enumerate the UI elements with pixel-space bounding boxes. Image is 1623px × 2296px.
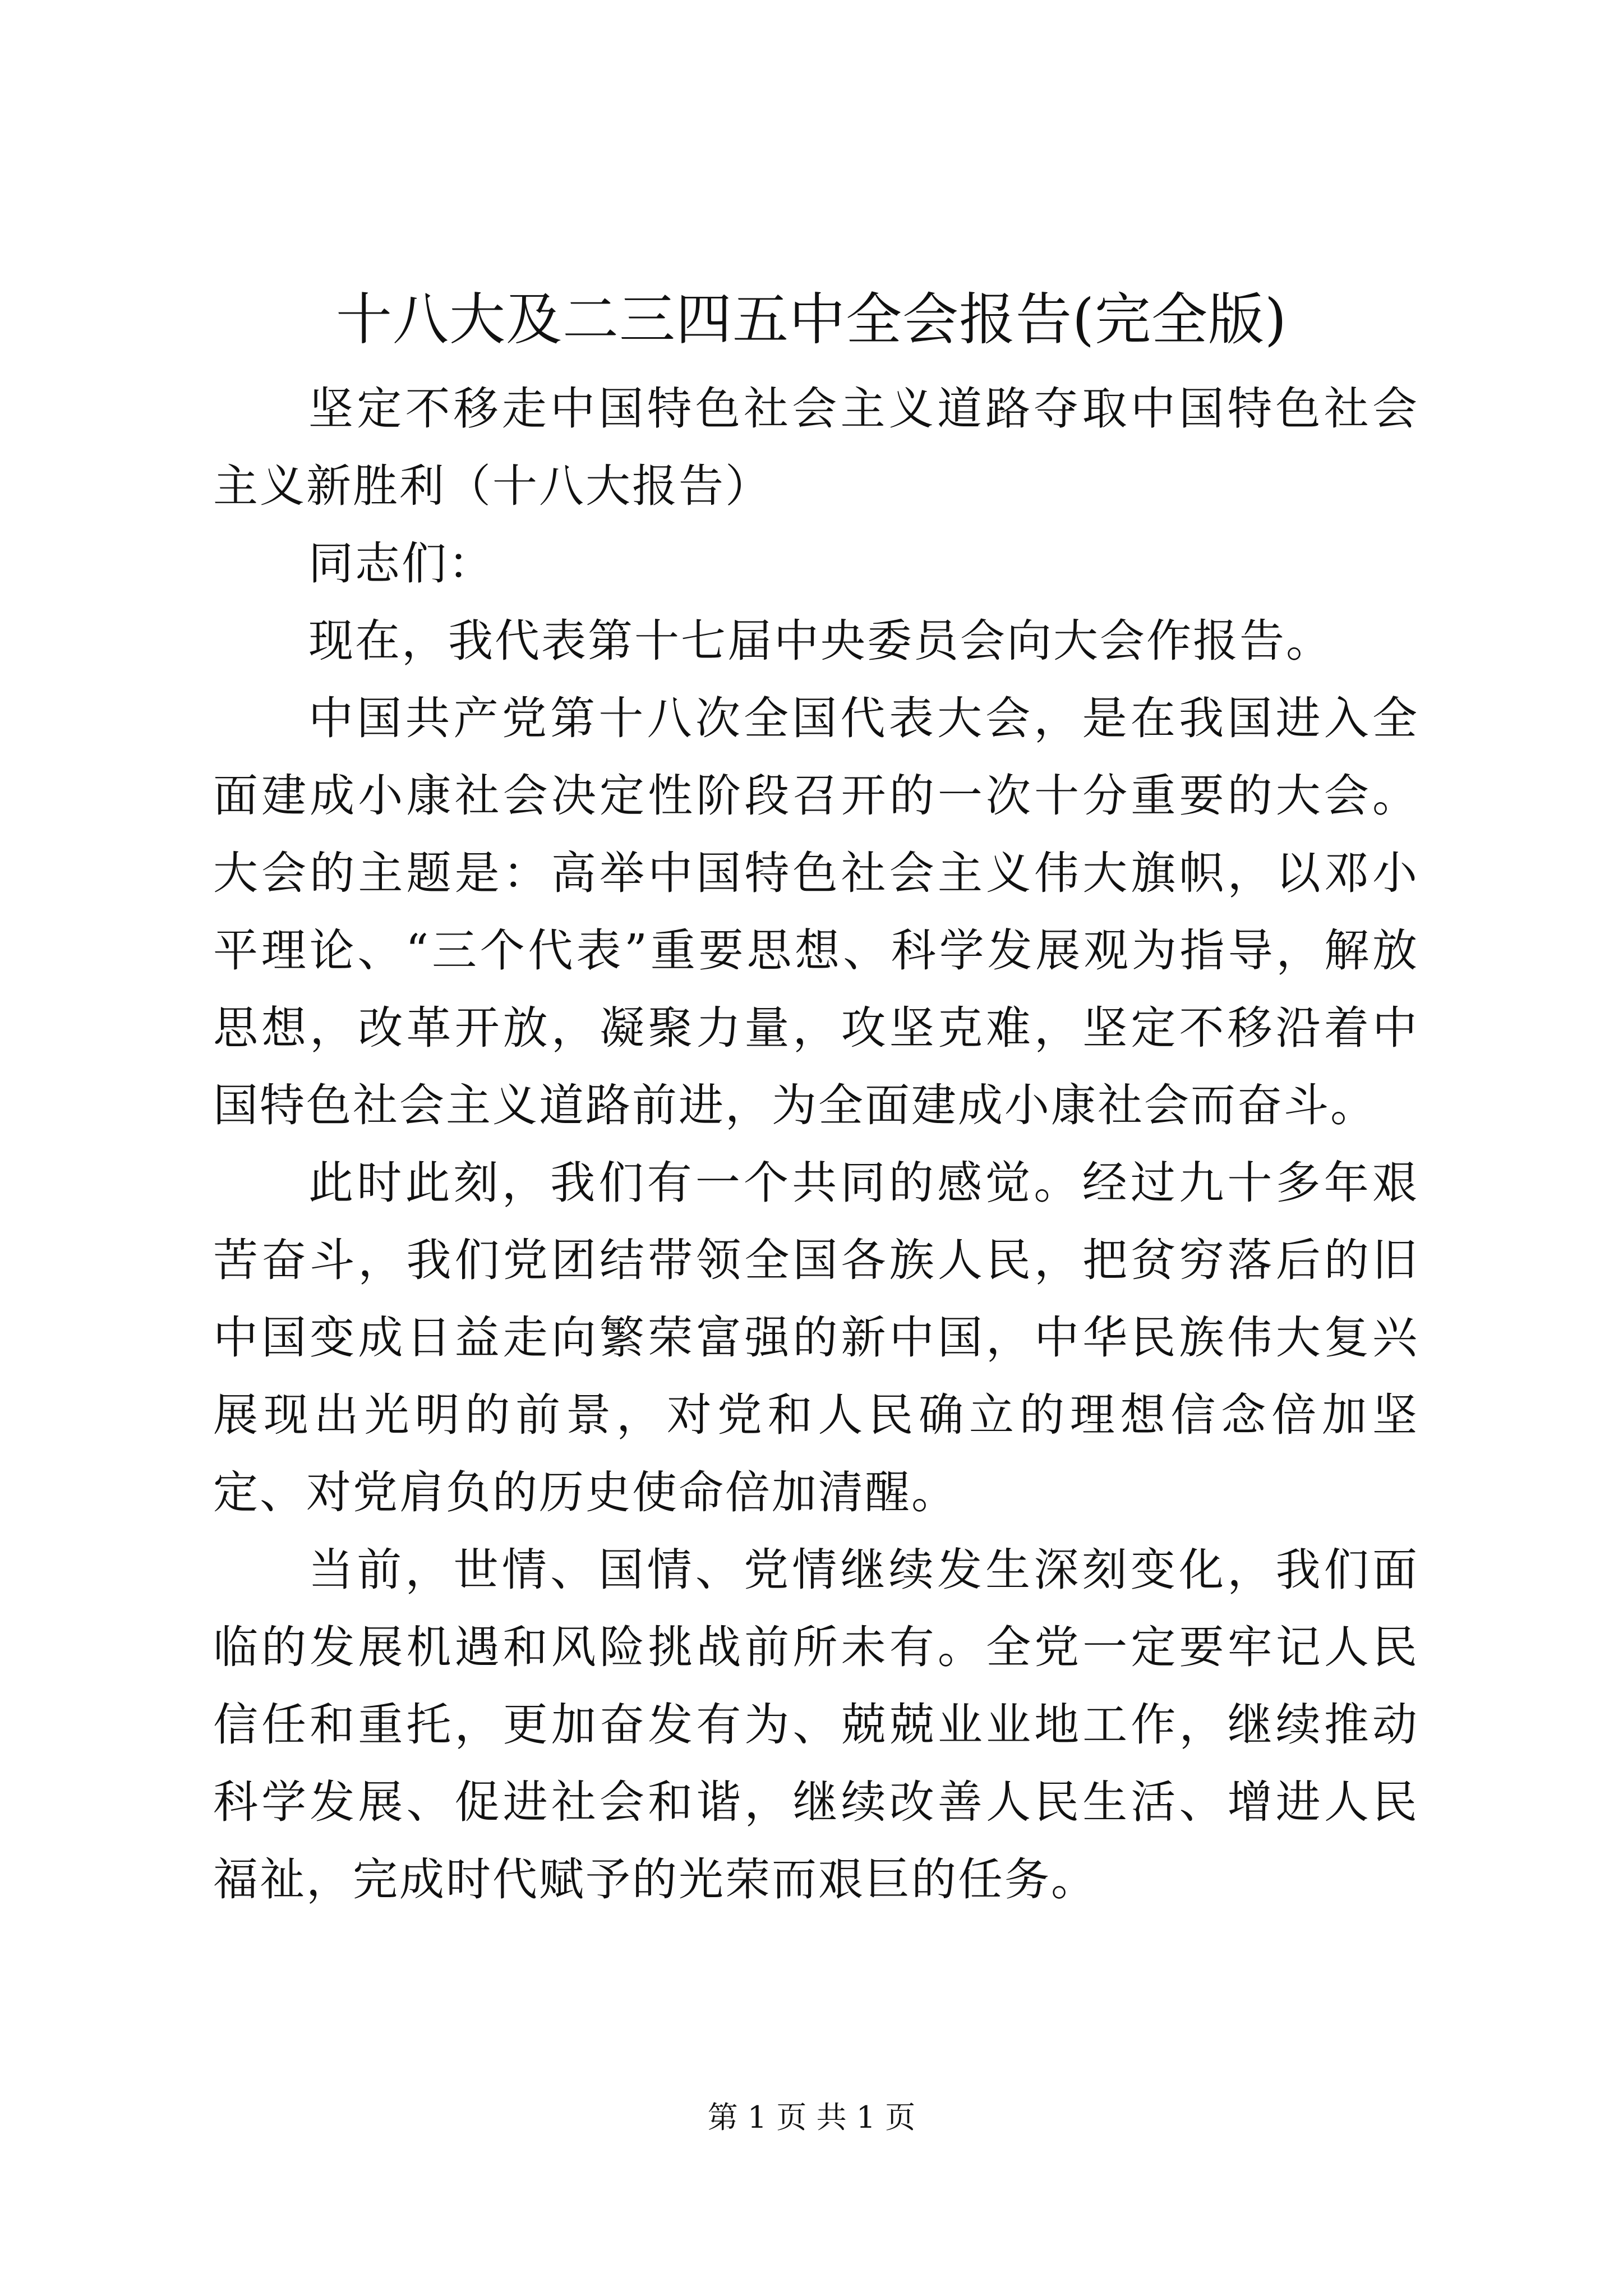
- page-footer: 第 1 页 共 1 页: [707, 2100, 916, 2135]
- paragraph-history: 此时此刻，我们有一个共同的感觉。经过九十多年艰苦奋斗，我们党团结带领全国各族人民，把贫穷落后的旧中国变成日益走向繁荣富强的新中国，中华民族伟大复兴展现出光明的前景，对党和人民确立的理想信念倍加坚定、对党肩负的历史使命倍加清醒。: [213, 1157, 1419, 1519]
- document-title: 十八大及二三四五中全会报告(完全版): [335, 287, 1288, 352]
- paragraph-salutation: 同志们：: [308, 537, 495, 590]
- paragraph-opening: 现在，我代表第十七届中央委员会向大会作报告。: [308, 615, 1332, 667]
- paragraph-current-situation: 当前，世情、国情、党情继续发生深刻变化，我们面临的发展机遇和风险挑战前所未有。全党一定要牢记人民信任和重托，更加奋发有为、兢兢业业地工作，继续推动科学发展、促进社会和谐，继续改善人民生活、增进人民福祉，完成时代赋予的光荣而艰巨的任务。: [213, 1544, 1419, 1906]
- document-body: [213, 370, 1419, 1918]
- paragraph-subtitle: 坚定不移走中国特色社会主义道路夺取中国特色社会主义新胜利（十八大报告）: [213, 383, 1419, 512]
- paragraph-theme: 中国共产党第十八次全国代表大会，是在我国进入全面建成小康社会决定性阶段召开的一次十分重要的大会。大会的主题是：高举中国特色社会主义伟大旗帜，以邓小平理论、“三个代表”重要思想、科学发展观为指导，解放思想，改革开放，凝聚力量，攻坚克难，坚定不移沿着中国特色社会主义道路前进，为全面建成小康社会而奋斗。: [213, 692, 1419, 1131]
